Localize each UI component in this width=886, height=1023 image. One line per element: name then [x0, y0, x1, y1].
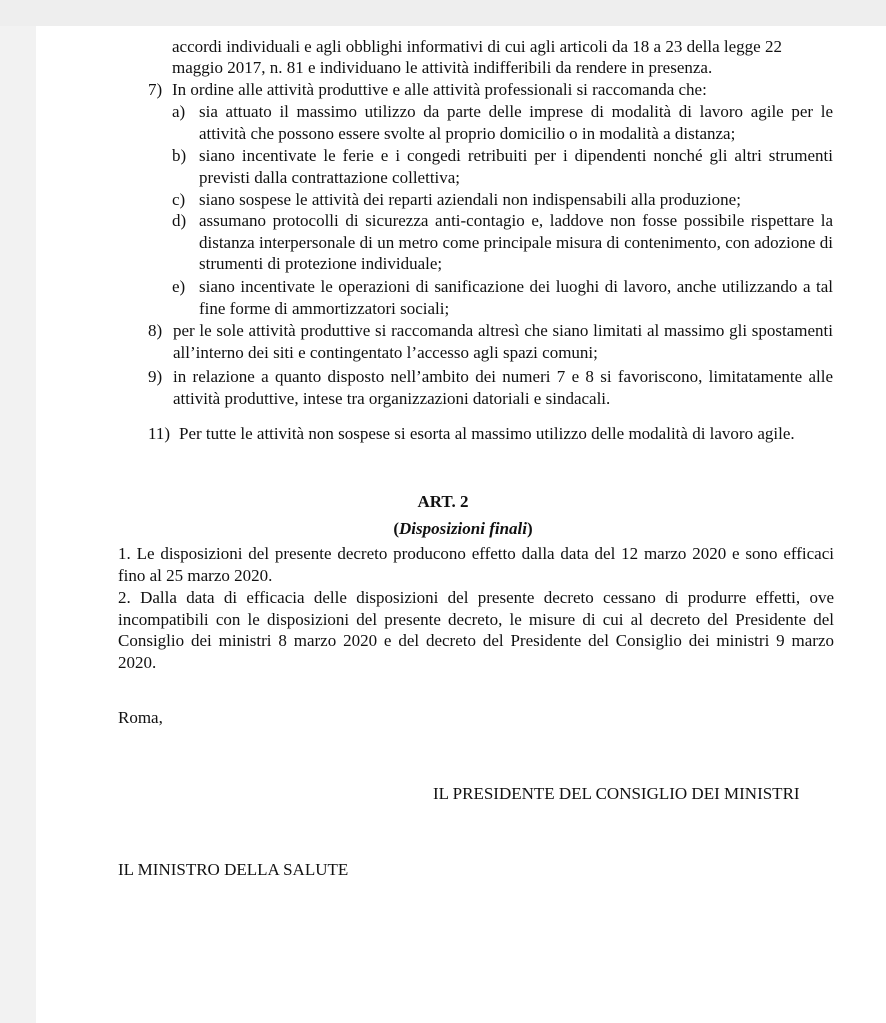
signature-president: IL PRESIDENTE DEL CONSIGLIO DEI MINISTRI: [433, 784, 800, 803]
item-7a-text: sia attuato il massimo utilizzo da parte delle imprese di modalità di lavoro agile per le attività che possono essere svolte al proprio domicilio o in modalità a distanza;: [199, 102, 833, 143]
item-7d-text: assumano protocolli di sicurezza anti-contagio e, laddove non fosse possibile rispettare la distanza interpersonale di un metro come principale misura di contenimento, con adozione di strumenti di protezione individuale;: [199, 211, 833, 273]
signature-minister: IL MINISTRO DELLA SALUTE: [118, 860, 349, 879]
item-7-text: In ordine alle attività produttive e alle attività professionali si raccomanda che:: [172, 80, 707, 99]
place-label: Roma,: [118, 708, 163, 727]
item-9-text: in relazione a quanto disposto nell’ambito dei numeri 7 e 8 si favoriscono, limitatamente alle attività produttive, intese tra organizzazioni datoriali e sindacali.: [173, 367, 833, 408]
intro-line-1: accordi individuali e agli obblighi informativi di cui agli articoli da 18 a 23 della legge 22: [172, 37, 782, 56]
item-8-text: per le sole attività produttive si raccomanda altresì che siano limitati al massimo gli spostamenti all’interno dei siti e contingentato l’accesso agli spazi comuni;: [173, 321, 833, 362]
item-7e-text: siano incentivate le operazioni di sanificazione dei luoghi di lavoro, anche utilizzando a tal fine forme di ammortizzatori sociali;: [199, 277, 833, 318]
intro-line-2: maggio 2017, n. 81 e individuano le attività indifferibili da rendere in presenza.: [172, 58, 713, 77]
item-7e-letter: e): [172, 277, 186, 296]
item-9-number: 9): [148, 367, 163, 386]
article-subtitle: [0, 519, 886, 539]
item-7b-text: siano incentivate le ferie e i congedi retribuiti per i dipendenti nonché gli altri strumenti previsti dalla contrattazione collettiva;: [199, 146, 833, 187]
item-7-number: 7): [148, 80, 163, 99]
item-7c-text: siano sospese le attività dei reparti aziendali non indispensabili alla produzione;: [199, 190, 741, 209]
subtitle-open-paren: (: [393, 519, 399, 538]
item-7d-letter: d): [172, 211, 187, 230]
item-7c-letter: c): [172, 190, 186, 209]
article-paragraph-2: 2. Dalla data di efficacia delle disposizioni del presente decreto cessano di produrre effetti, ove incompatibili con le disposizioni del presente decreto, le misure di cui al decreto del Presidente del Consiglio dei ministri 8 marzo 2020 e del decreto del Presidente del Consiglio dei ministri 9 marzo 2020.: [118, 588, 834, 672]
viewer-top-bar: [0, 0, 886, 26]
article-paragraph-1: 1. Le disposizioni del presente decreto producono effetto dalla data del 12 marzo 2020 e sono efficaci fino al 25 marzo 2020.: [118, 544, 834, 585]
article-title: ART. 2: [417, 492, 469, 511]
subtitle-close-paren: ): [527, 519, 533, 538]
subtitle-text: Disposizioni finali: [398, 519, 527, 538]
item-11-number: 11): [148, 424, 171, 443]
item-7a-letter: a): [172, 102, 186, 121]
item-8-number: 8): [148, 321, 163, 340]
item-11-text: Per tutte le attività non sospese si esorta al massimo utilizzo delle modalità di lavoro agile.: [179, 424, 795, 443]
item-7b-letter: b): [172, 146, 187, 165]
